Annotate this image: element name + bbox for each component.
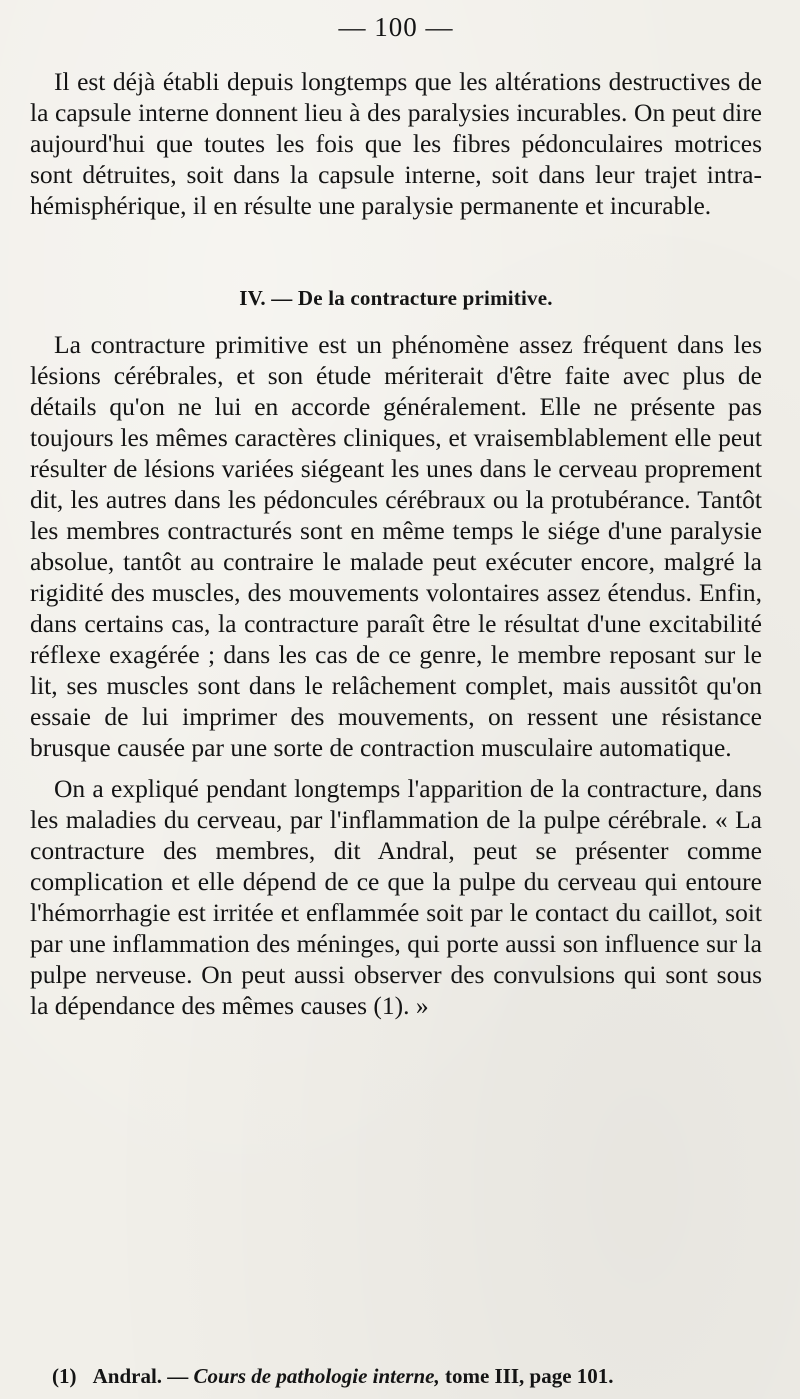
- paragraph-andral: On a expliqué pendant longtemps l'apparition de la contracture, dans les maladies du cerveau, par l'inflammation de la pulpe cérébrale. « La contracture des membres, dit Andral, peut se présenter comme complication et elle dépend de ce que la pulpe du cerveau qui entoure l'hémorrhagie est irritée et enflammée soit par le contact du caillot, soit par une inflammation des méninges, qui porte aussi son influence sur la pulpe nerveuse. On peut aussi observer des convulsions qui sont sous la dépendance des mêmes causes (1). »: [30, 774, 762, 1020]
- footnote: [52, 1362, 762, 1390]
- footnote-work: Cours de pathologie interne,: [193, 1364, 440, 1388]
- footnote-marker: (1): [52, 1364, 77, 1388]
- section-heading: [30, 283, 762, 313]
- section-title: De la contracture primitive.: [297, 286, 553, 310]
- paragraph-intro: Il est déjà établi depuis longtemps que les altérations destructives de la capsule interne donnent lieu à des paralysies incurables. On peut dire aujourd'hui que toutes les fois que les fibres pédonculaires motrices sont détruites, soit dans la capsule interne, soit dans leur trajet intra-hémisphérique, il en résulte une paralysie permanente et incurable.: [30, 67, 762, 220]
- footnote-details: tome III, page 101.: [444, 1364, 614, 1388]
- page-number: — 100 —: [338, 12, 454, 42]
- paragraph-contracture: La contracture primitive est un phénomène assez fréquent dans les lésions cérébrales, et son étude mériterait d'être faite avec plus de détails qu'on ne lui en accorde généralement. Elle ne présente pas toujours les mêmes caractères cliniques, et vraisemblablement elle peut résulter de lésions variées siégeant les unes dans le cerveau proprement dit, les autres dans les pédoncules cérébraux ou la protubérance. Tantôt les membres contracturés sont en même temps le siége d'une paralysie absolue, tantôt au contraire le malade peut exécuter encore, malgré la rigidité des muscles, des mouvements volontaires assez étendus. Enfin, dans certains cas, la contracture paraît être le résultat d'une excitabilité réflexe exagérée ; dans les cas de ce genre, le membre reposant sur le lit, ses muscles sont dans le relâchement complet, mais aussitôt qu'on essaie de lui imprimer des mouvements, on ressent une résistance brusque causée par une sorte de contraction musculaire automatique.: [30, 330, 762, 762]
- footnote-author: Andral. —: [92, 1364, 189, 1388]
- section-numeral: IV. —: [239, 286, 293, 310]
